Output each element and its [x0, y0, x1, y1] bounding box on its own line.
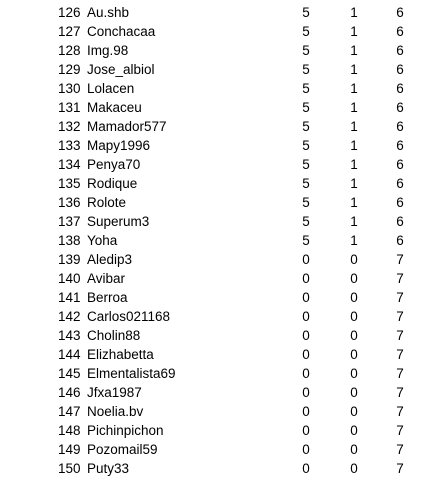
stat-b-cell: 0 [350, 290, 358, 305]
stat-b-cell: 0 [350, 404, 358, 419]
stat-a-cell: 0 [302, 309, 310, 324]
stat-c-cell: 6 [396, 157, 404, 172]
stat-c-cell: 7 [396, 347, 404, 362]
stat-b-cell: 1 [350, 24, 358, 39]
rank-cell: 139 [58, 252, 81, 267]
stat-b-cell: 1 [350, 62, 358, 77]
stat-a-cell: 0 [302, 290, 310, 305]
player-name: Elmentalista69 [87, 366, 176, 381]
stat-b-cell: 1 [350, 233, 358, 248]
rank-cell: 149 [58, 442, 81, 457]
table-row [0, 174, 446, 193]
stat-c-cell: 6 [396, 43, 404, 58]
player-name: Pichinpichon [87, 423, 164, 438]
stat-b-cell: 0 [350, 271, 358, 286]
stat-b-cell: 0 [350, 366, 358, 381]
rank-cell: 145 [58, 366, 81, 381]
stat-b-cell: 1 [350, 195, 358, 210]
rank-cell: 127 [58, 24, 81, 39]
player-name: Puty33 [87, 461, 130, 476]
stat-c-cell: 7 [396, 309, 404, 324]
stat-c-cell: 7 [396, 385, 404, 400]
rank-cell: 147 [58, 404, 81, 419]
player-name: Img.98 [87, 43, 129, 58]
table-row [0, 402, 446, 421]
player-name: Makaceu [87, 100, 142, 115]
player-name: Rolote [87, 195, 127, 210]
stat-a-cell: 0 [302, 385, 310, 400]
stat-b-cell: 0 [350, 252, 358, 267]
player-name: Lolacen [87, 81, 135, 96]
stat-a-cell: 0 [302, 328, 310, 343]
table-row [0, 231, 446, 250]
stat-a-cell: 5 [302, 5, 310, 20]
table-row [0, 212, 446, 231]
rank-cell: 126 [58, 5, 81, 20]
stat-c-cell: 6 [396, 81, 404, 96]
stat-c-cell: 7 [396, 252, 404, 267]
player-name: Pozomail59 [87, 442, 158, 457]
player-name: Rodique [87, 176, 138, 191]
stat-b-cell: 0 [350, 461, 358, 476]
rank-cell: 150 [58, 461, 81, 476]
stat-a-cell: 5 [302, 138, 310, 153]
stat-b-cell: 1 [350, 81, 358, 96]
stat-a-cell: 5 [302, 214, 310, 229]
stat-c-cell: 7 [396, 442, 404, 457]
rank-cell: 148 [58, 423, 81, 438]
stat-b-cell: 1 [350, 214, 358, 229]
stat-c-cell: 7 [396, 328, 404, 343]
player-name: Mapy1996 [87, 138, 151, 153]
player-name: Au.shb [87, 5, 130, 20]
stat-b-cell: 1 [350, 119, 358, 134]
rank-cell: 141 [58, 290, 81, 305]
rank-cell: 132 [58, 119, 81, 134]
stat-b-cell: 0 [350, 385, 358, 400]
table-row [0, 269, 446, 288]
table-row [0, 383, 446, 402]
table-row [0, 117, 446, 136]
rank-cell: 131 [58, 100, 81, 115]
table-row [0, 345, 446, 364]
player-name: Jose_albiol [87, 62, 155, 77]
stat-a-cell: 5 [302, 176, 310, 191]
rank-cell: 130 [58, 81, 81, 96]
rank-cell: 144 [58, 347, 81, 362]
table-row [0, 3, 446, 22]
rank-cell: 142 [58, 309, 81, 324]
table-row [0, 440, 446, 459]
table-row [0, 136, 446, 155]
table-row [0, 79, 446, 98]
stat-c-cell: 6 [396, 5, 404, 20]
stat-a-cell: 0 [302, 271, 310, 286]
table-row [0, 98, 446, 117]
table-row [0, 421, 446, 440]
stat-c-cell: 6 [396, 24, 404, 39]
stat-b-cell: 0 [350, 328, 358, 343]
table-row [0, 193, 446, 212]
stat-c-cell: 7 [396, 404, 404, 419]
stat-a-cell: 0 [302, 366, 310, 381]
stat-b-cell: 1 [350, 5, 358, 20]
rank-cell: 135 [58, 176, 81, 191]
table-row [0, 364, 446, 383]
stat-a-cell: 0 [302, 347, 310, 362]
stat-c-cell: 6 [396, 214, 404, 229]
player-name: Mamador577 [87, 119, 167, 134]
rank-cell: 134 [58, 157, 81, 172]
player-name: Noelia.bv [87, 404, 144, 419]
player-name: Penya70 [87, 157, 141, 172]
stat-a-cell: 0 [302, 442, 310, 457]
player-name: Carlos021168 [87, 309, 171, 324]
table-row [0, 307, 446, 326]
stat-b-cell: 0 [350, 347, 358, 362]
stat-c-cell: 6 [396, 195, 404, 210]
stat-c-cell: 7 [396, 366, 404, 381]
rank-cell: 136 [58, 195, 81, 210]
table-row [0, 22, 446, 41]
stat-a-cell: 5 [302, 119, 310, 134]
player-name: Avibar [87, 271, 126, 286]
ranking-table [0, 3, 446, 478]
player-name: Conchacaa [87, 24, 156, 39]
stat-b-cell: 0 [350, 309, 358, 324]
stat-b-cell: 1 [350, 43, 358, 58]
stat-a-cell: 5 [302, 62, 310, 77]
stat-b-cell: 1 [350, 100, 358, 115]
stat-c-cell: 7 [396, 461, 404, 476]
stat-c-cell: 6 [396, 119, 404, 134]
stat-a-cell: 5 [302, 233, 310, 248]
stat-c-cell: 7 [396, 271, 404, 286]
stat-c-cell: 6 [396, 138, 404, 153]
table-row [0, 155, 446, 174]
table-row [0, 459, 446, 478]
player-name: Yoha [87, 233, 118, 248]
stat-a-cell: 5 [302, 100, 310, 115]
player-name: Elizhabetta [87, 347, 154, 362]
stat-a-cell: 5 [302, 157, 310, 172]
rank-cell: 133 [58, 138, 81, 153]
rank-cell: 143 [58, 328, 81, 343]
stat-a-cell: 0 [302, 252, 310, 267]
stat-c-cell: 6 [396, 100, 404, 115]
stat-c-cell: 7 [396, 290, 404, 305]
stat-a-cell: 5 [302, 24, 310, 39]
table-row [0, 41, 446, 60]
stat-a-cell: 0 [302, 404, 310, 419]
rank-cell: 138 [58, 233, 81, 248]
rank-cell: 146 [58, 385, 81, 400]
stat-a-cell: 0 [302, 423, 310, 438]
player-name: Berroa [87, 290, 128, 305]
table-row [0, 250, 446, 269]
stat-b-cell: 0 [350, 442, 358, 457]
stat-c-cell: 6 [396, 176, 404, 191]
table-row [0, 60, 446, 79]
player-name: Jfxa1987 [87, 385, 142, 400]
table-row [0, 288, 446, 307]
stat-b-cell: 1 [350, 157, 358, 172]
stat-a-cell: 5 [302, 43, 310, 58]
stat-a-cell: 5 [302, 81, 310, 96]
player-name: Cholin88 [87, 328, 141, 343]
stat-a-cell: 5 [302, 195, 310, 210]
rank-cell: 140 [58, 271, 81, 286]
rank-cell: 129 [58, 62, 81, 77]
player-name: Superum3 [87, 214, 150, 229]
stat-c-cell: 6 [396, 62, 404, 77]
stat-b-cell: 1 [350, 138, 358, 153]
rank-cell: 128 [58, 43, 81, 58]
stat-a-cell: 0 [302, 461, 310, 476]
stat-c-cell: 7 [396, 423, 404, 438]
stat-b-cell: 1 [350, 176, 358, 191]
table-row [0, 326, 446, 345]
stat-b-cell: 0 [350, 423, 358, 438]
player-name: Aledip3 [87, 252, 133, 267]
stat-c-cell: 6 [396, 233, 404, 248]
rank-cell: 137 [58, 214, 81, 229]
